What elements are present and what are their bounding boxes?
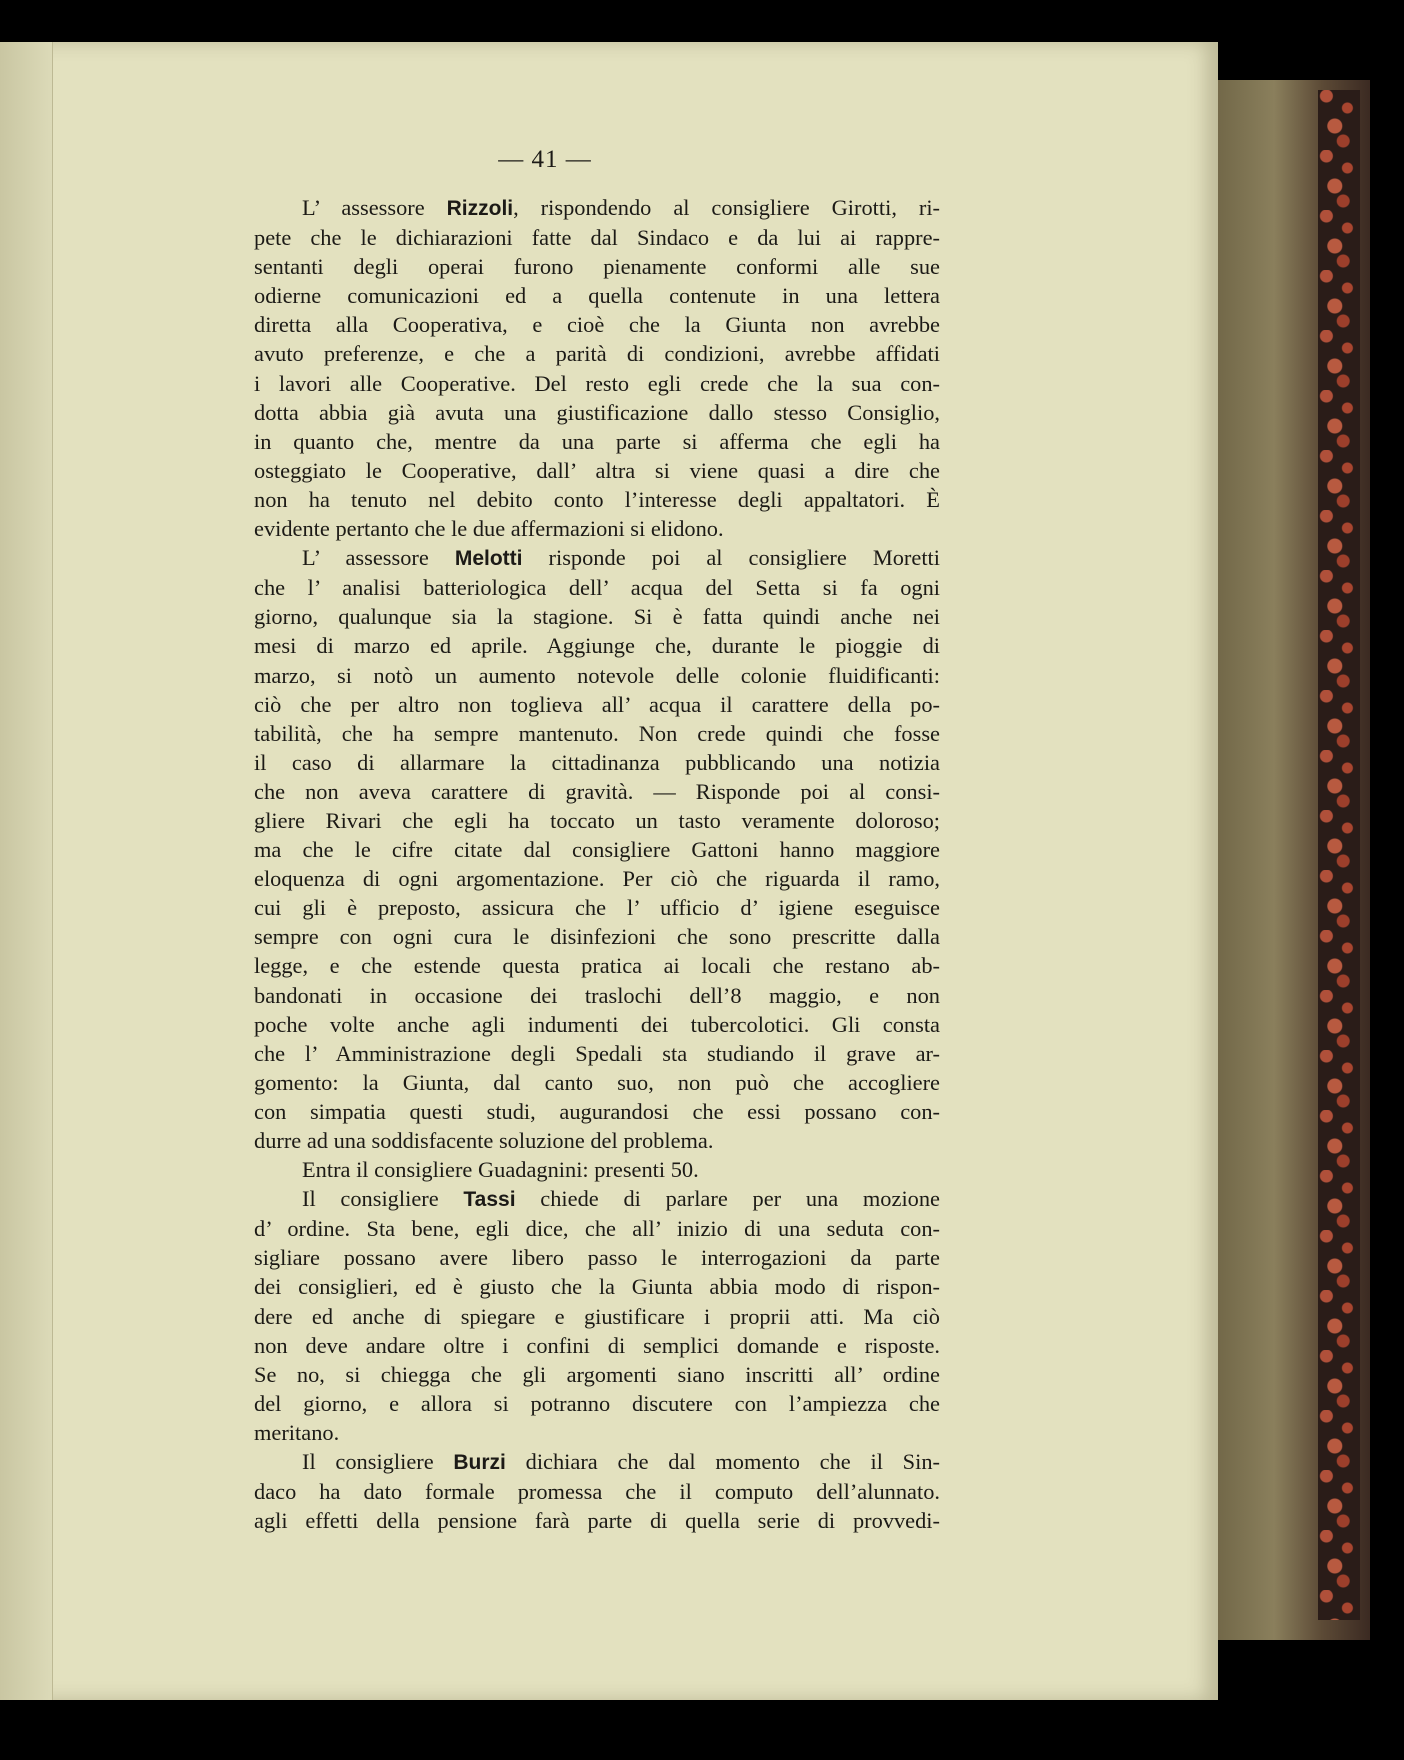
page-number: — 41 — [498, 146, 592, 173]
text-line: che l’ Amministrazione degli Spedali sta studiando il grave ar- [254, 1040, 940, 1066]
text-line: il caso di allarmare la cittadinanza pubblicando una notizia [254, 749, 940, 775]
speaker-name: Rizzoli [446, 197, 514, 220]
text-line: che l’ analisi batteriologica dell’ acqua del Setta si fa ogni [254, 575, 940, 601]
text-line: ma che le cifre citate dal consigliere Gattoni hanno maggiore [254, 837, 940, 863]
text-line: non ha tenuto nel debito conto l’interesse degli appaltatori. È [254, 486, 940, 512]
line-text-post: , rispondendo al consigliere Girotti, ri- [513, 195, 941, 220]
text-line: dere ed anche di spiegare e giustificare i proprii atti. Ma ciò [254, 1303, 940, 1329]
text-line [254, 1184, 940, 1214]
facing-page-sliver [0, 42, 53, 1700]
line-text-pre: L’ assessore [302, 545, 455, 571]
line-text-post: chiede di parlare per una mozione [515, 1186, 940, 1212]
text-line: ciò che per altro non toglieva all’ acqua il carattere della po- [254, 691, 940, 717]
text-line: durre ad una soddisfacente soluzione del problema. [254, 1128, 714, 1153]
speaker-name: Melotti [454, 547, 523, 571]
text-line: dotta abbia già avuta una giustificazione dallo stesso Consiglio, [254, 399, 940, 425]
text-line: i lavori alle Cooperative. Del resto egli crede che la sua con- [254, 370, 940, 396]
text-line: sempre con ogni cura le disinfezioni che sono prescritte dalla [254, 924, 940, 950]
text-line: legge, e che estende questa pratica ai locali che restano ab- [254, 953, 940, 979]
text-line: osteggiato le Cooperative, dall’ altra si viene quasi a dire che [254, 457, 940, 483]
text-line: marzo, si notò un aumento notevole delle colonie fluidificanti: [254, 662, 940, 688]
text-line: sentanti degli operai furono pienamente conformi alle sue [254, 254, 940, 280]
text-line: eloquenza di ogni argomentazione. Per ciò che riguarda il ramo, [254, 866, 940, 892]
text-line: poche volte anche agli indumenti dei tubercolotici. Gli consta [254, 1011, 940, 1037]
text-line: agli effetti della pensione farà parte di quella serie di provvedi- [254, 1508, 940, 1534]
speaker-name: Tassi [463, 1188, 516, 1212]
line-text-pre: Il consigliere [302, 1449, 454, 1475]
text-line: daco ha dato formale promessa che il computo dell’alunnato. [254, 1479, 940, 1505]
text-line: bandonati in occasione dei traslochi dell’8 maggio, e non [254, 982, 940, 1008]
text-line: evidente pertanto che le due affermazioni si elidono. [254, 516, 724, 542]
text-line: in quanto che, mentre da una parte si afferma che egli ha [254, 428, 940, 454]
line-text-post: risponde poi al consigliere Moretti [522, 545, 940, 571]
text-line: che non aveva carattere di gravità. — Risponde poi al consi- [254, 778, 940, 804]
text-line: dei consiglieri, ed è giusto che la Giunta abbia modo di rispon- [254, 1274, 940, 1300]
text-line: giorno, qualunque sia la stagione. Si è fatta quindi anche nei [254, 604, 940, 630]
text-line [254, 543, 940, 573]
text-line [254, 1447, 940, 1477]
text-line: avuto preferenze, e che a parità di condizioni, avrebbe affidati [254, 341, 940, 367]
text-line: tabilità, che ha sempre mantenuto. Non crede quindi che fosse [254, 720, 940, 746]
body-text [254, 193, 940, 1535]
text-line: del giorno, e allora si potranno discutere con l’ampiezza che [254, 1390, 940, 1416]
text-line: sigliare possano avere libero passo le interrogazioni da parte [254, 1245, 940, 1271]
text-line: gliere Rivari che egli ha toccato un tasto veramente doloroso; [254, 807, 940, 833]
line-text-post: dichiara che dal momento che il Sin- [505, 1449, 940, 1475]
text-line: mesi di marzo ed aprile. Aggiunge che, durante le pioggie di [254, 633, 940, 659]
text-line: diretta alla Cooperativa, e cioè che la Giunta non avrebbe [254, 312, 940, 338]
text-line: con simpatia questi studi, augurandosi che essi possano con- [254, 1098, 940, 1124]
line-text-pre: Il consigliere [302, 1186, 464, 1212]
text-line: Se no, si chiegga che gli argomenti siano inscritti all’ ordine [254, 1361, 940, 1387]
speaker-name: Burzi [453, 1451, 506, 1475]
text-line: d’ ordine. Sta bene, egli dice, che all’ inizio di una seduta con- [254, 1216, 940, 1242]
line-text-pre: L’ assessore [302, 195, 447, 220]
marbled-book-edge [1318, 90, 1360, 1620]
text-line: pete che le dichiarazioni fatte dal Sindaco e da lui ai rappre- [254, 225, 940, 251]
text-line: odierne comunicazioni ed a quella contenute in una lettera [254, 283, 940, 309]
text-line: meritano. [254, 1419, 340, 1445]
text-line [254, 193, 940, 223]
text-line: cui gli è preposto, assicura che l’ ufficio d’ igiene eseguisce [254, 895, 940, 921]
text-line: non deve andare oltre i confini di semplici domande e risposte. [254, 1332, 940, 1358]
text-line: Entra il consigliere Guadagnini: presenti 50. [302, 1157, 699, 1183]
text-line: gomento: la Giunta, dal canto suo, non può che accogliere [254, 1069, 940, 1095]
